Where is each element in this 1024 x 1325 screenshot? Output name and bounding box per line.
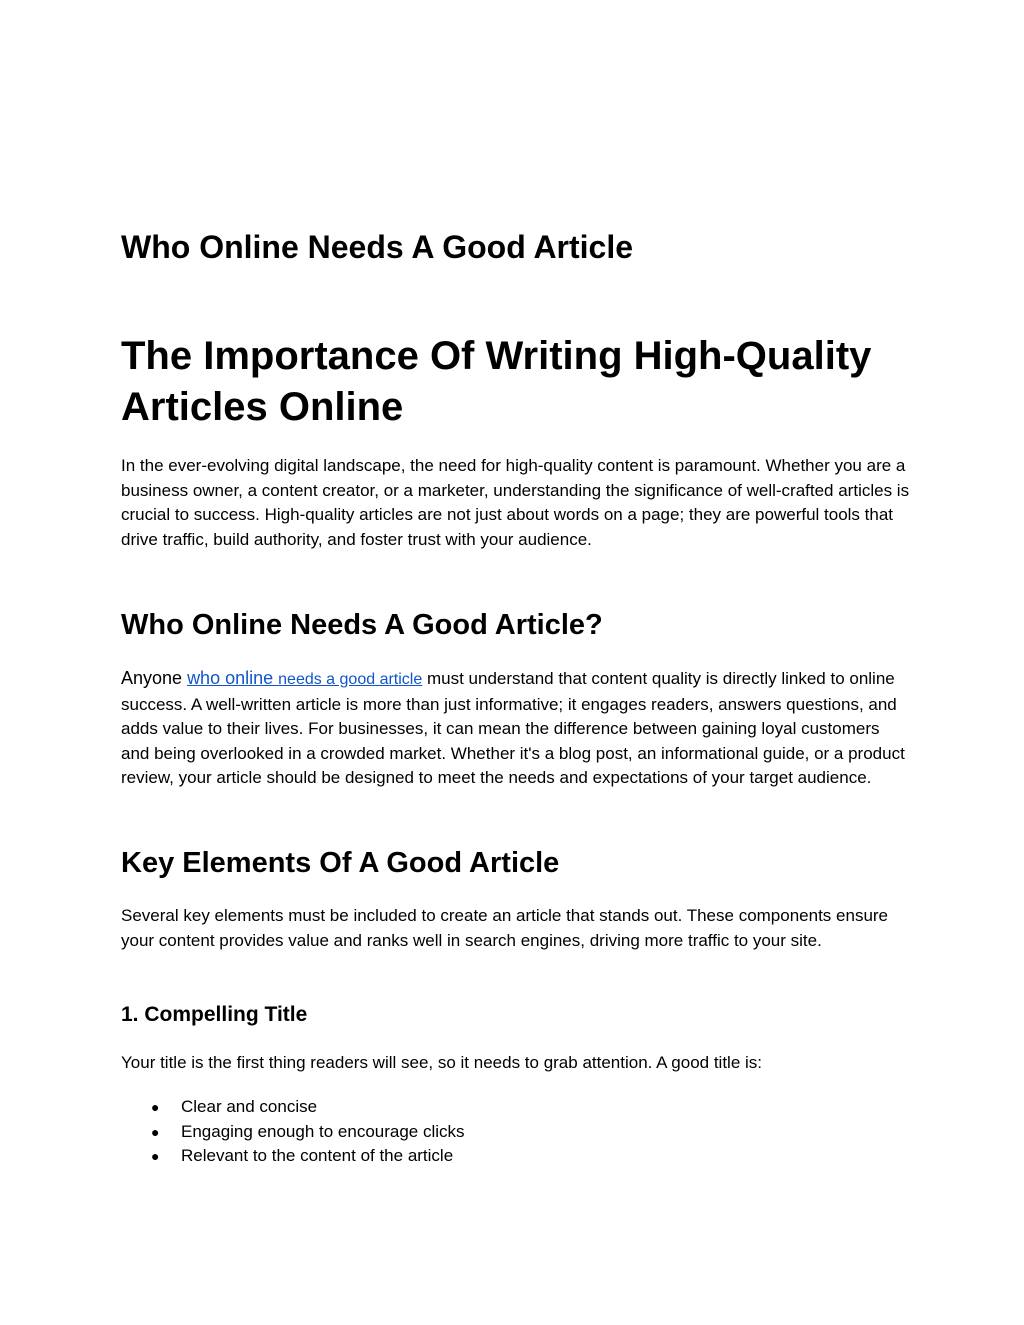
bullet-icon: ●: [151, 1123, 160, 1140]
list-item-text: Engaging enough to encourage clicks: [181, 1121, 465, 1141]
bullet-list: [121, 1095, 465, 1169]
main-heading: The Importance Of Writing High-Quality Articles Online: [121, 334, 872, 429]
intro-paragraph: In the ever-evolving digital landscape, the need for high-quality content is paramount. Whether you are a business owner, a content creator, or a marketer, understanding the significance of well-crafted articles is crucial to success. High-quality articles are not just about words on a page; they are powerful tools that drive traffic, build authority, and foster trust with your audience.: [121, 456, 910, 549]
section-paragraph-key-elements: Several key elements must be included to create an article that stands out. These components ensure your content provides value and ranks well in search engines, driving more traffic to your site.: [121, 906, 889, 950]
section-paragraph-who-needs: [121, 666, 911, 791]
document-title: Who Online Needs A Good Article: [121, 229, 634, 265]
list-item: [121, 1095, 465, 1120]
subsection-heading-title: 1. Compelling Title: [121, 1003, 308, 1026]
section-heading-key-elements: Key Elements Of A Good Article: [121, 847, 560, 879]
lead-word: Anyone: [121, 668, 188, 688]
link-text-part2: needs a good article: [278, 671, 423, 688]
list-item-text: Clear and concise: [181, 1097, 318, 1116]
section-body-text: must understand that content quality is directly linked to online success. A well-written article is more than just informative; it engages readers, answers questions, and adds value to their lives. For businesses, it can mean the difference between gaining loyal customers and being overlooked in a crowded market. Whether it's a blog post, an informational guide, or a product review, your article should be designed to meet the needs and expectations of your target audience.: [121, 669, 905, 787]
list-item: [121, 1120, 465, 1145]
bullet-icon: ●: [151, 1148, 160, 1164]
link-text-part1: who online: [187, 668, 279, 688]
bullet-icon: ●: [151, 1099, 160, 1115]
article-link[interactable]: [187, 669, 422, 688]
list-item-text: Relevant to the content of the article: [181, 1146, 454, 1165]
list-item: [121, 1144, 465, 1169]
subsection-paragraph-title: Your title is the first thing readers will see, so it needs to grab attention. A good title is:: [121, 1053, 763, 1072]
section-heading-who-needs: Who Online Needs A Good Article?: [121, 609, 603, 641]
